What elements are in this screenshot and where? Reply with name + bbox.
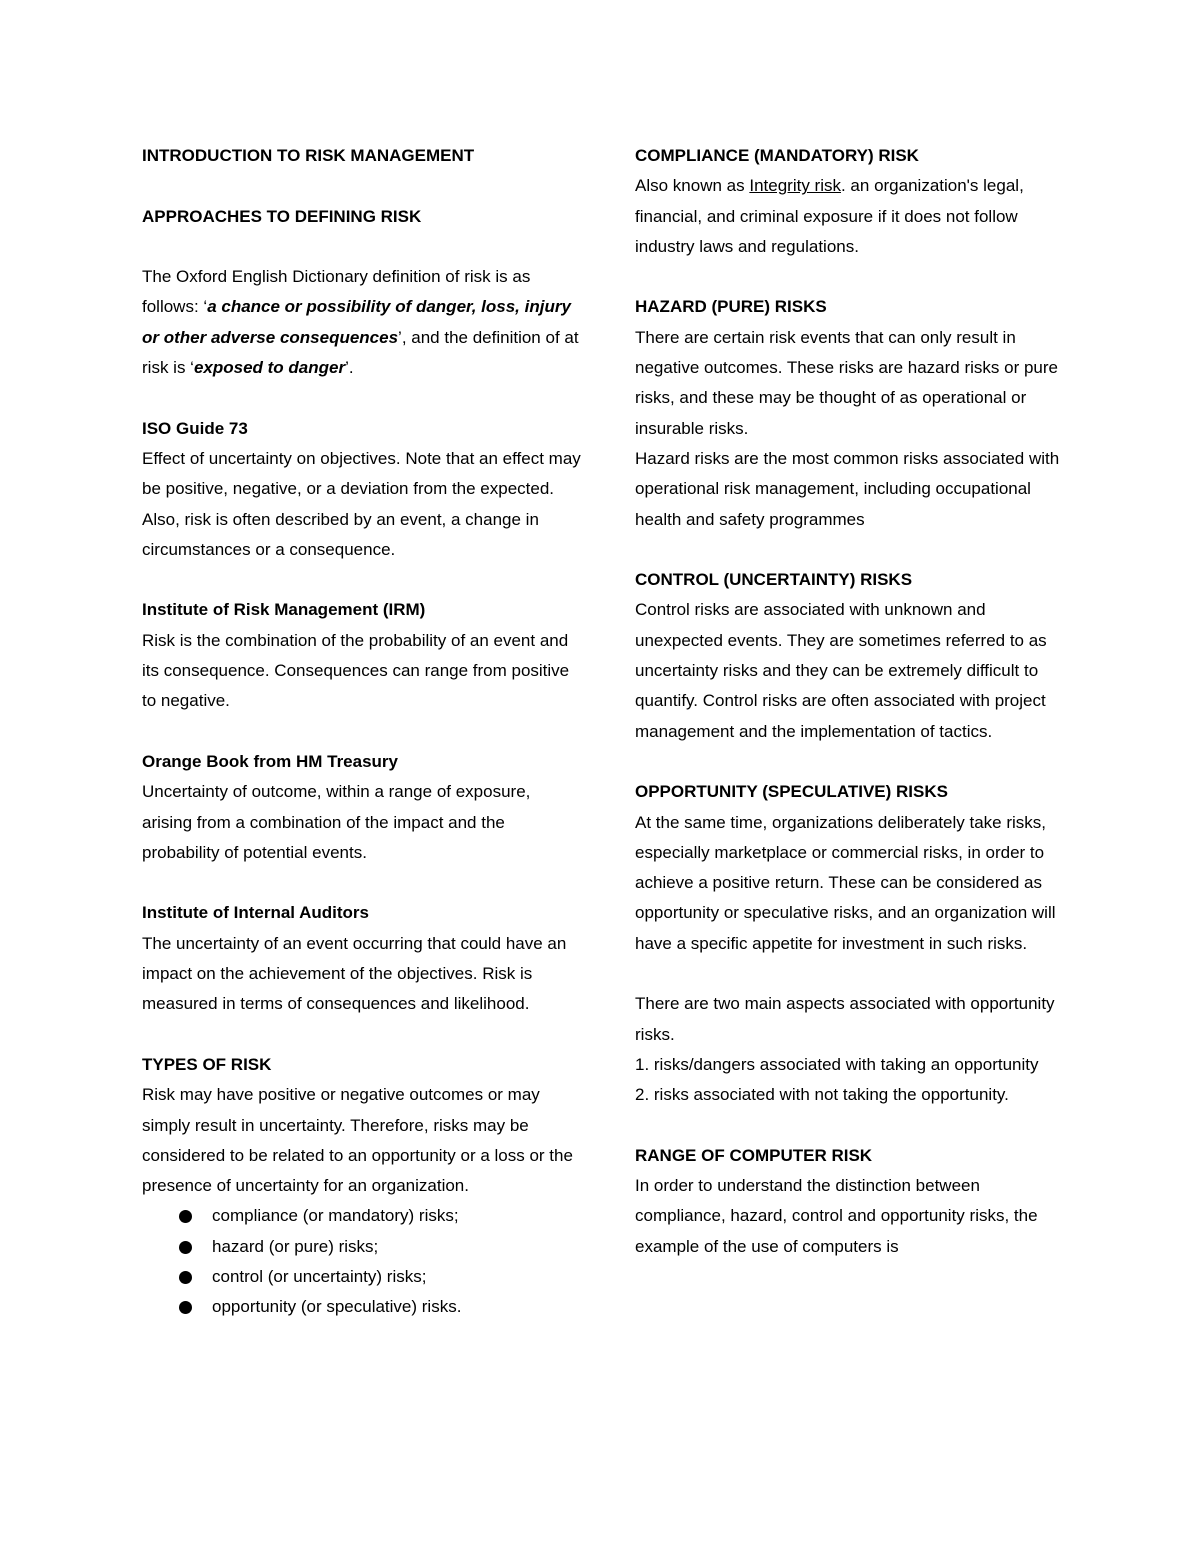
bullet-icon	[179, 1271, 192, 1284]
compliance-text-pre: Also known as	[635, 176, 750, 196]
types-of-risk-text: Risk may have positive or negative outcomes or may simply result in uncertainty. Therefore, risks may be considered to be related to an opportunity or a loss or the presence of uncertainty for an organization.	[142, 1085, 573, 1196]
bullet-icon	[179, 1241, 192, 1254]
list-item	[142, 1292, 582, 1322]
control-text: Control risks are associated with unknown and unexpected events. They are sometimes referred to as uncertainty risks and they can be extremely difficult to quantify. Control risks are often associated with project management and the implementation of tactics.	[635, 600, 1047, 741]
list-item	[142, 1201, 582, 1231]
orange-book-text: Uncertainty of outcome, within a range of exposure, arising from a combination of the impact and the probability of potential events.	[142, 782, 531, 862]
list-item-text: opportunity (or speculative) risks.	[212, 1297, 462, 1317]
iia-heading: Institute of Internal Auditors	[142, 903, 369, 923]
orange-book-heading: Orange Book from HM Treasury	[142, 751, 399, 771]
list-item	[142, 1232, 582, 1262]
opportunity-aspects-intro: There are two main aspects associated with opportunity risks.	[635, 994, 1055, 1044]
opportunity-text: At the same time, organizations deliberately take risks, especially marketplace or commercial risks, in order to achieve a positive return. These can be considered as opportunity or speculative risks, and an organization will have a specific appetite for investment in such risks.	[635, 812, 1056, 953]
hazard-heading: HAZARD (PURE) RISKS	[635, 297, 827, 317]
list-item-text: control (or uncertainty) risks;	[212, 1266, 427, 1286]
oxford-definition	[142, 262, 582, 383]
computer-risk-text: In order to understand the distinction between compliance, hazard, control and opportunity risks, the example of the use of computers is	[635, 1176, 1038, 1256]
oxford-text-part1: The Oxford English Dictionary definition of risk is as follows: ‘	[142, 267, 531, 317]
bullet-icon	[179, 1301, 192, 1314]
list-item-text: compliance (or mandatory) risks;	[212, 1206, 459, 1226]
iso-heading: ISO Guide 73	[142, 418, 248, 438]
irm-text: Risk is the combination of the probability of an event and its consequence. Consequences can range from positive to negative.	[142, 630, 570, 711]
control-heading: CONTROL (UNCERTAINTY) RISKS	[635, 570, 913, 590]
types-of-risk-heading: TYPES OF RISK	[142, 1054, 272, 1074]
oxford-text-part3: ’.	[345, 358, 354, 378]
iso-text: Effect of uncertainty on objectives. Note that an effect may be positive, negative, or a deviation from the expected. Also, risk is often described by an event, a change in circumstances or a consequence.	[142, 448, 581, 559]
opportunity-aspect-2: 2. risks associated with not taking the opportunity.	[635, 1085, 1009, 1105]
integrity-risk-link[interactable]: Integrity risk	[749, 176, 841, 196]
left-column	[142, 141, 582, 1323]
computer-risk-heading: RANGE OF COMPUTER RISK	[635, 1145, 873, 1165]
list-item	[142, 1262, 582, 1292]
document-title: INTRODUCTION TO RISK MANAGEMENT	[142, 146, 475, 165]
opportunity-heading: OPPORTUNITY (SPECULATIVE) RISKS	[635, 782, 948, 802]
right-column	[635, 141, 1075, 1262]
compliance-text-post: . an organization's legal, financial, and criminal exposure if it does not follow industry laws and regulations.	[635, 176, 1024, 256]
opportunity-aspect-1: 1. risks/dangers associated with taking an opportunity	[635, 1054, 1039, 1074]
list-item-text: hazard (or pure) risks;	[212, 1236, 379, 1256]
irm-heading: Institute of Risk Management (IRM)	[142, 600, 426, 620]
compliance-heading: COMPLIANCE (MANDATORY) RISK	[635, 146, 919, 165]
compliance-text	[635, 171, 1075, 262]
oxford-quote-at-risk: exposed to danger	[193, 358, 346, 378]
oxford-quote-risk: a chance or possibility of danger, loss, injury or other adverse consequences	[142, 297, 571, 347]
hazard-text: There are certain risk events that can only result in negative outcomes. These risks are hazard risks or pure risks, and these may be thought of as operational or insurable risks.	[635, 327, 1058, 438]
risk-types-list	[142, 1201, 582, 1322]
bullet-icon	[179, 1210, 192, 1223]
iia-text: The uncertainty of an event occurring that could have an impact on the achievement of the objectives. Risk is measured in terms of consequences and likelihood.	[142, 933, 567, 1014]
oxford-text-part2: ’, and the definition of at risk is ‘	[142, 327, 579, 378]
hazard-text-2: Hazard risks are the most common risks associated with operational risk management, including occupational health and safety programmes	[635, 448, 1060, 529]
section-heading-approaches: APPROACHES TO DEFINING RISK	[142, 206, 422, 226]
